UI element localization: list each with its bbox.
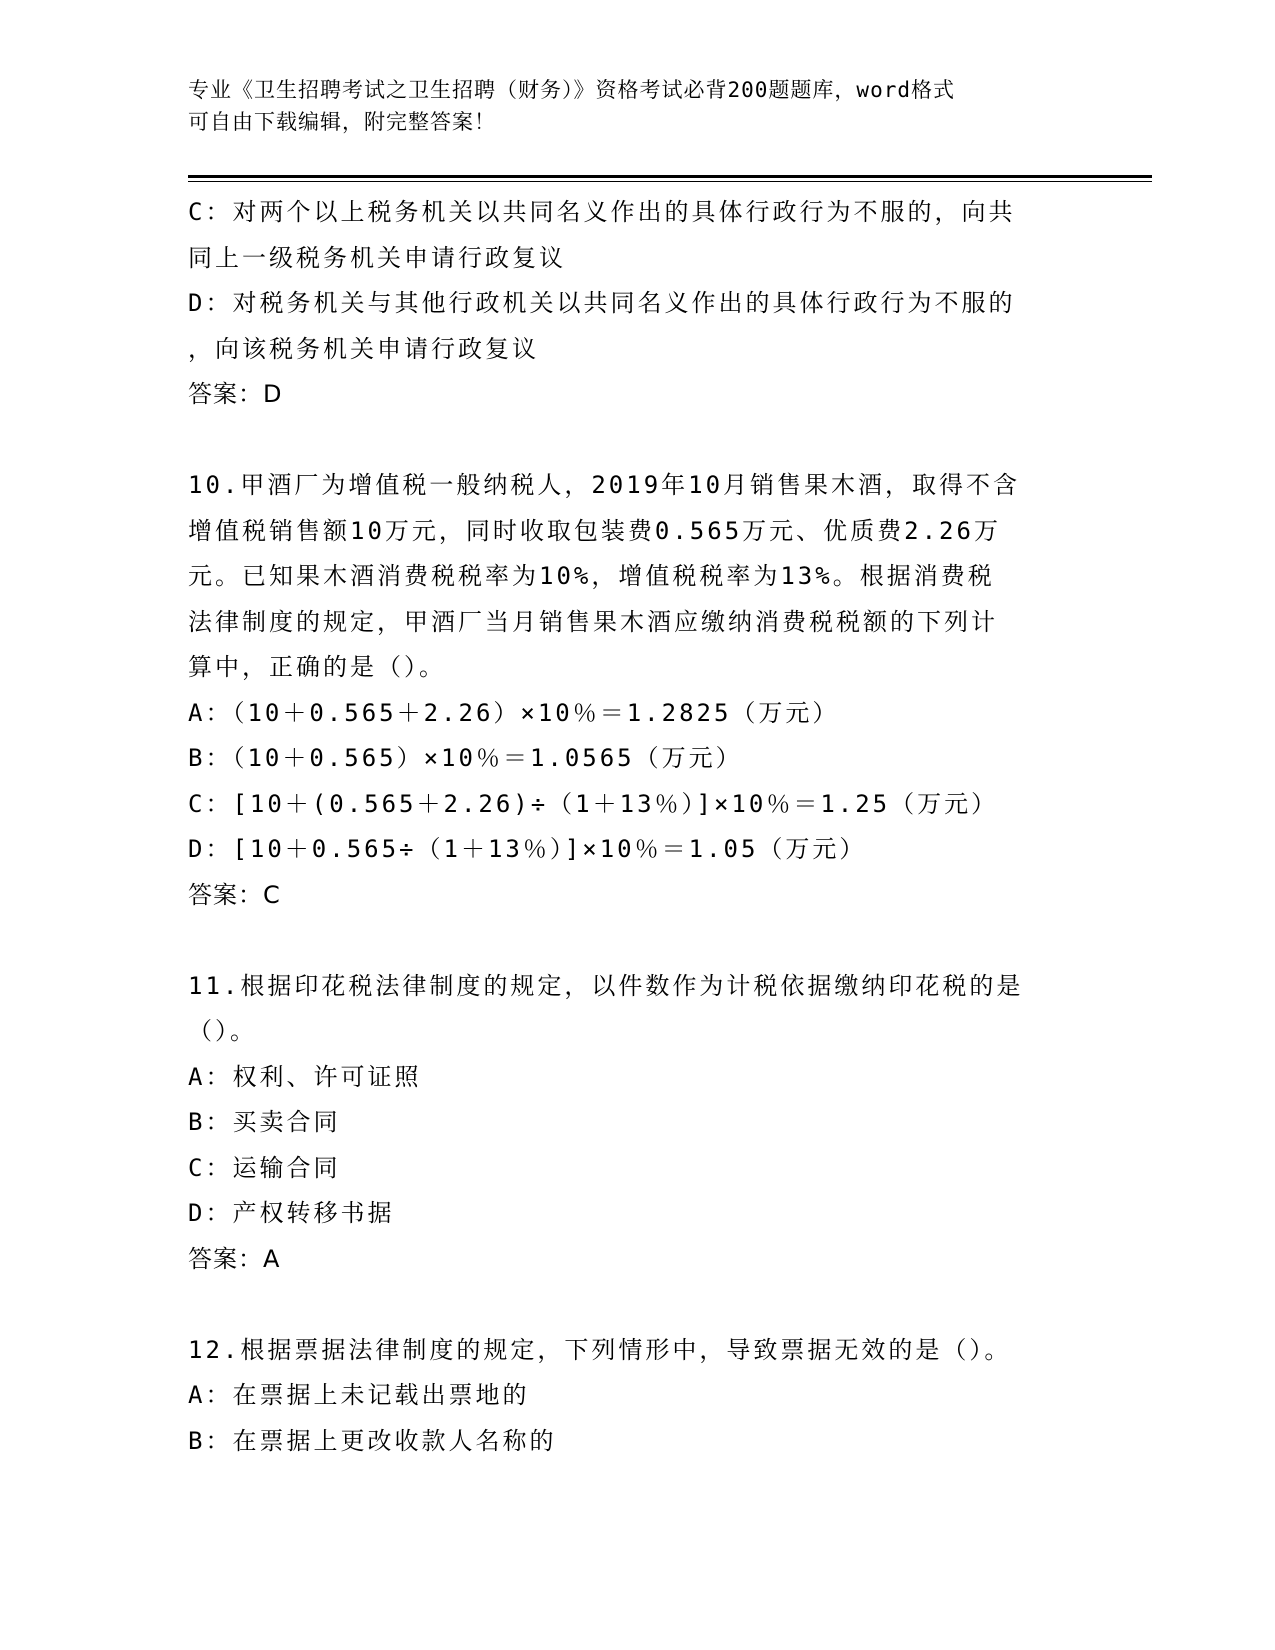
header-title-line-2: 可自由下载编辑，附完整答案！ [188,110,496,134]
question-text-line: 法律制度的规定，甲酒厂当月销售果木酒应缴纳消费税税额的下列计 [188,607,998,636]
block-spacer [188,418,1088,464]
text-line: ，向该税务机关申请行政复议 [188,334,539,363]
option-line: B：买卖合同 [188,1108,341,1136]
question-block [188,463,1088,918]
option-line: B：（10＋0.565）×10％＝1.0565（万元） [188,744,743,772]
question-text-line: 算中，正确的是（）。 [188,653,446,681]
question-text-line: 增值税销售额10万元，同时收取包装费0.565万元、优质费2.26万 [188,516,1001,545]
text-line: D：对税务机关与其他行政机关以共同名义作出的具体行政行为不服的 [188,289,1016,317]
question-text-line: 11.根据印花税法律制度的规定，以件数作为计税依据缴纳印花税的是 [188,971,1024,1000]
document-body [188,190,1088,1464]
header-rule-thin [188,181,1152,182]
option-line: C：[10＋(0.565＋2.26)÷（1＋13％）]×10％＝1.25（万元） [188,789,999,818]
question-block [188,964,1088,1283]
option-line: D：产权转移书据 [188,1199,395,1227]
text-line: C：对两个以上税务机关以共同名义作出的具体行政行为不服的，向共 [188,198,1016,226]
document-header [188,74,1068,138]
answer-line: 答案：A [188,1244,281,1273]
question-text-line: 10.甲酒厂为增值税一般纳税人，2019年10月销售果木酒，取得不含 [188,471,1021,499]
option-line: B：在票据上更改收款人名称的 [188,1426,557,1455]
answer-line: 答案：D [188,380,283,408]
option-line: A：权利、许可证照 [188,1062,422,1091]
question-text-line: 元。已知果木酒消费税税率为10%，增值税税率为13%。根据消费税 [188,562,995,590]
block-spacer [188,1282,1088,1328]
question-text-line: 12.根据票据法律制度的规定，下列情形中，导致票据无效的是（）。 [188,1335,1012,1364]
header-rule-thick [188,175,1152,178]
question-block [188,1328,1088,1465]
option-line: C：运输合同 [188,1153,341,1182]
block-spacer [188,918,1088,964]
text-line: 同上一级税务机关申请行政复议 [188,243,566,272]
question-text-line: （）。 [188,1017,257,1045]
answer-line: 答案：C [188,880,281,909]
option-line: A：在票据上未记载出票地的 [188,1381,530,1409]
option-line: D：[10＋0.565÷（1＋13％）]×10％＝1.05（万元） [188,835,867,863]
option-line: A：（10＋0.565＋2.26）×10％＝1.2825（万元） [188,698,840,727]
header-title-line-1: 专业《卫生招聘考试之卫生招聘（财务）》资格考试必背200题题库，word格式 [188,78,955,102]
question-block [188,190,1088,418]
